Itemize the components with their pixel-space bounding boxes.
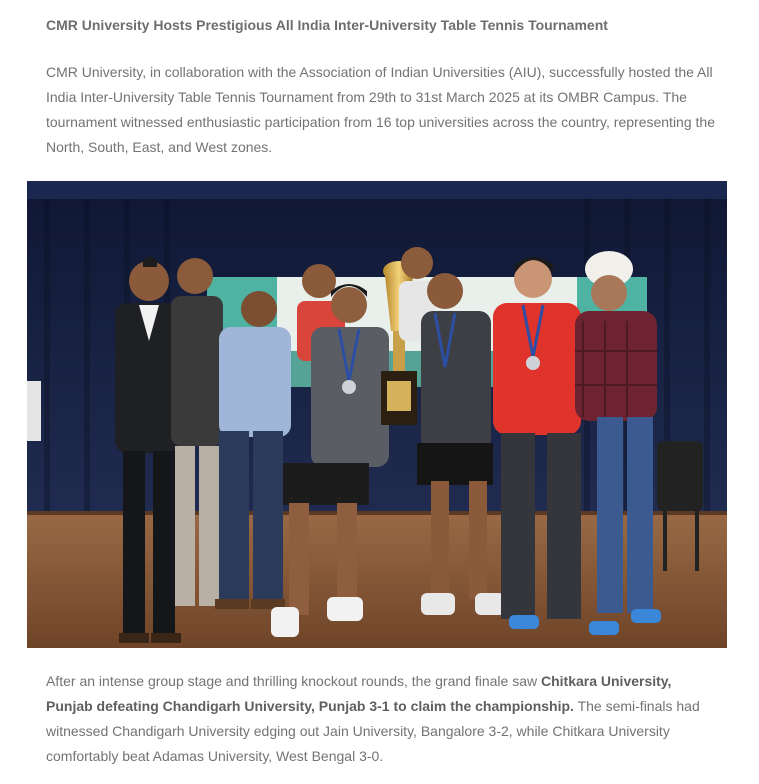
intro-paragraph: CMR University, in collaboration with the Association of Indian Universities (AIU), successfully hosted the All India Inter-University Table Tennis Tournament from 29th to 31st March 2025 at its OMBR Campus. The tournament witnessed enthusiastic participation from 16 top universities across the country, representing the North, South, East, and West zones. xyxy=(46,64,715,155)
result-tail: The semi-finals had witnessed Chandigarh University edging out Jain University, Bangalore 3-2, while Chitkara University comfortably beat Adamas University, West Bengal 3-0. xyxy=(46,698,700,764)
team-trophy-photo xyxy=(27,181,727,648)
photo-illustration xyxy=(27,181,727,648)
result-lead: After an intense group stage and thrilling knockout rounds, the grand finale saw xyxy=(46,673,541,689)
article-headline: CMR University Hosts Prestigious All India Inter-University Table Tennis Tournament xyxy=(46,17,608,33)
result-paragraph xyxy=(46,669,716,769)
result-highlight: Chitkara University, Punjab defeating Chandigarh University, Punjab 3-1 to claim the championship. xyxy=(46,673,672,714)
